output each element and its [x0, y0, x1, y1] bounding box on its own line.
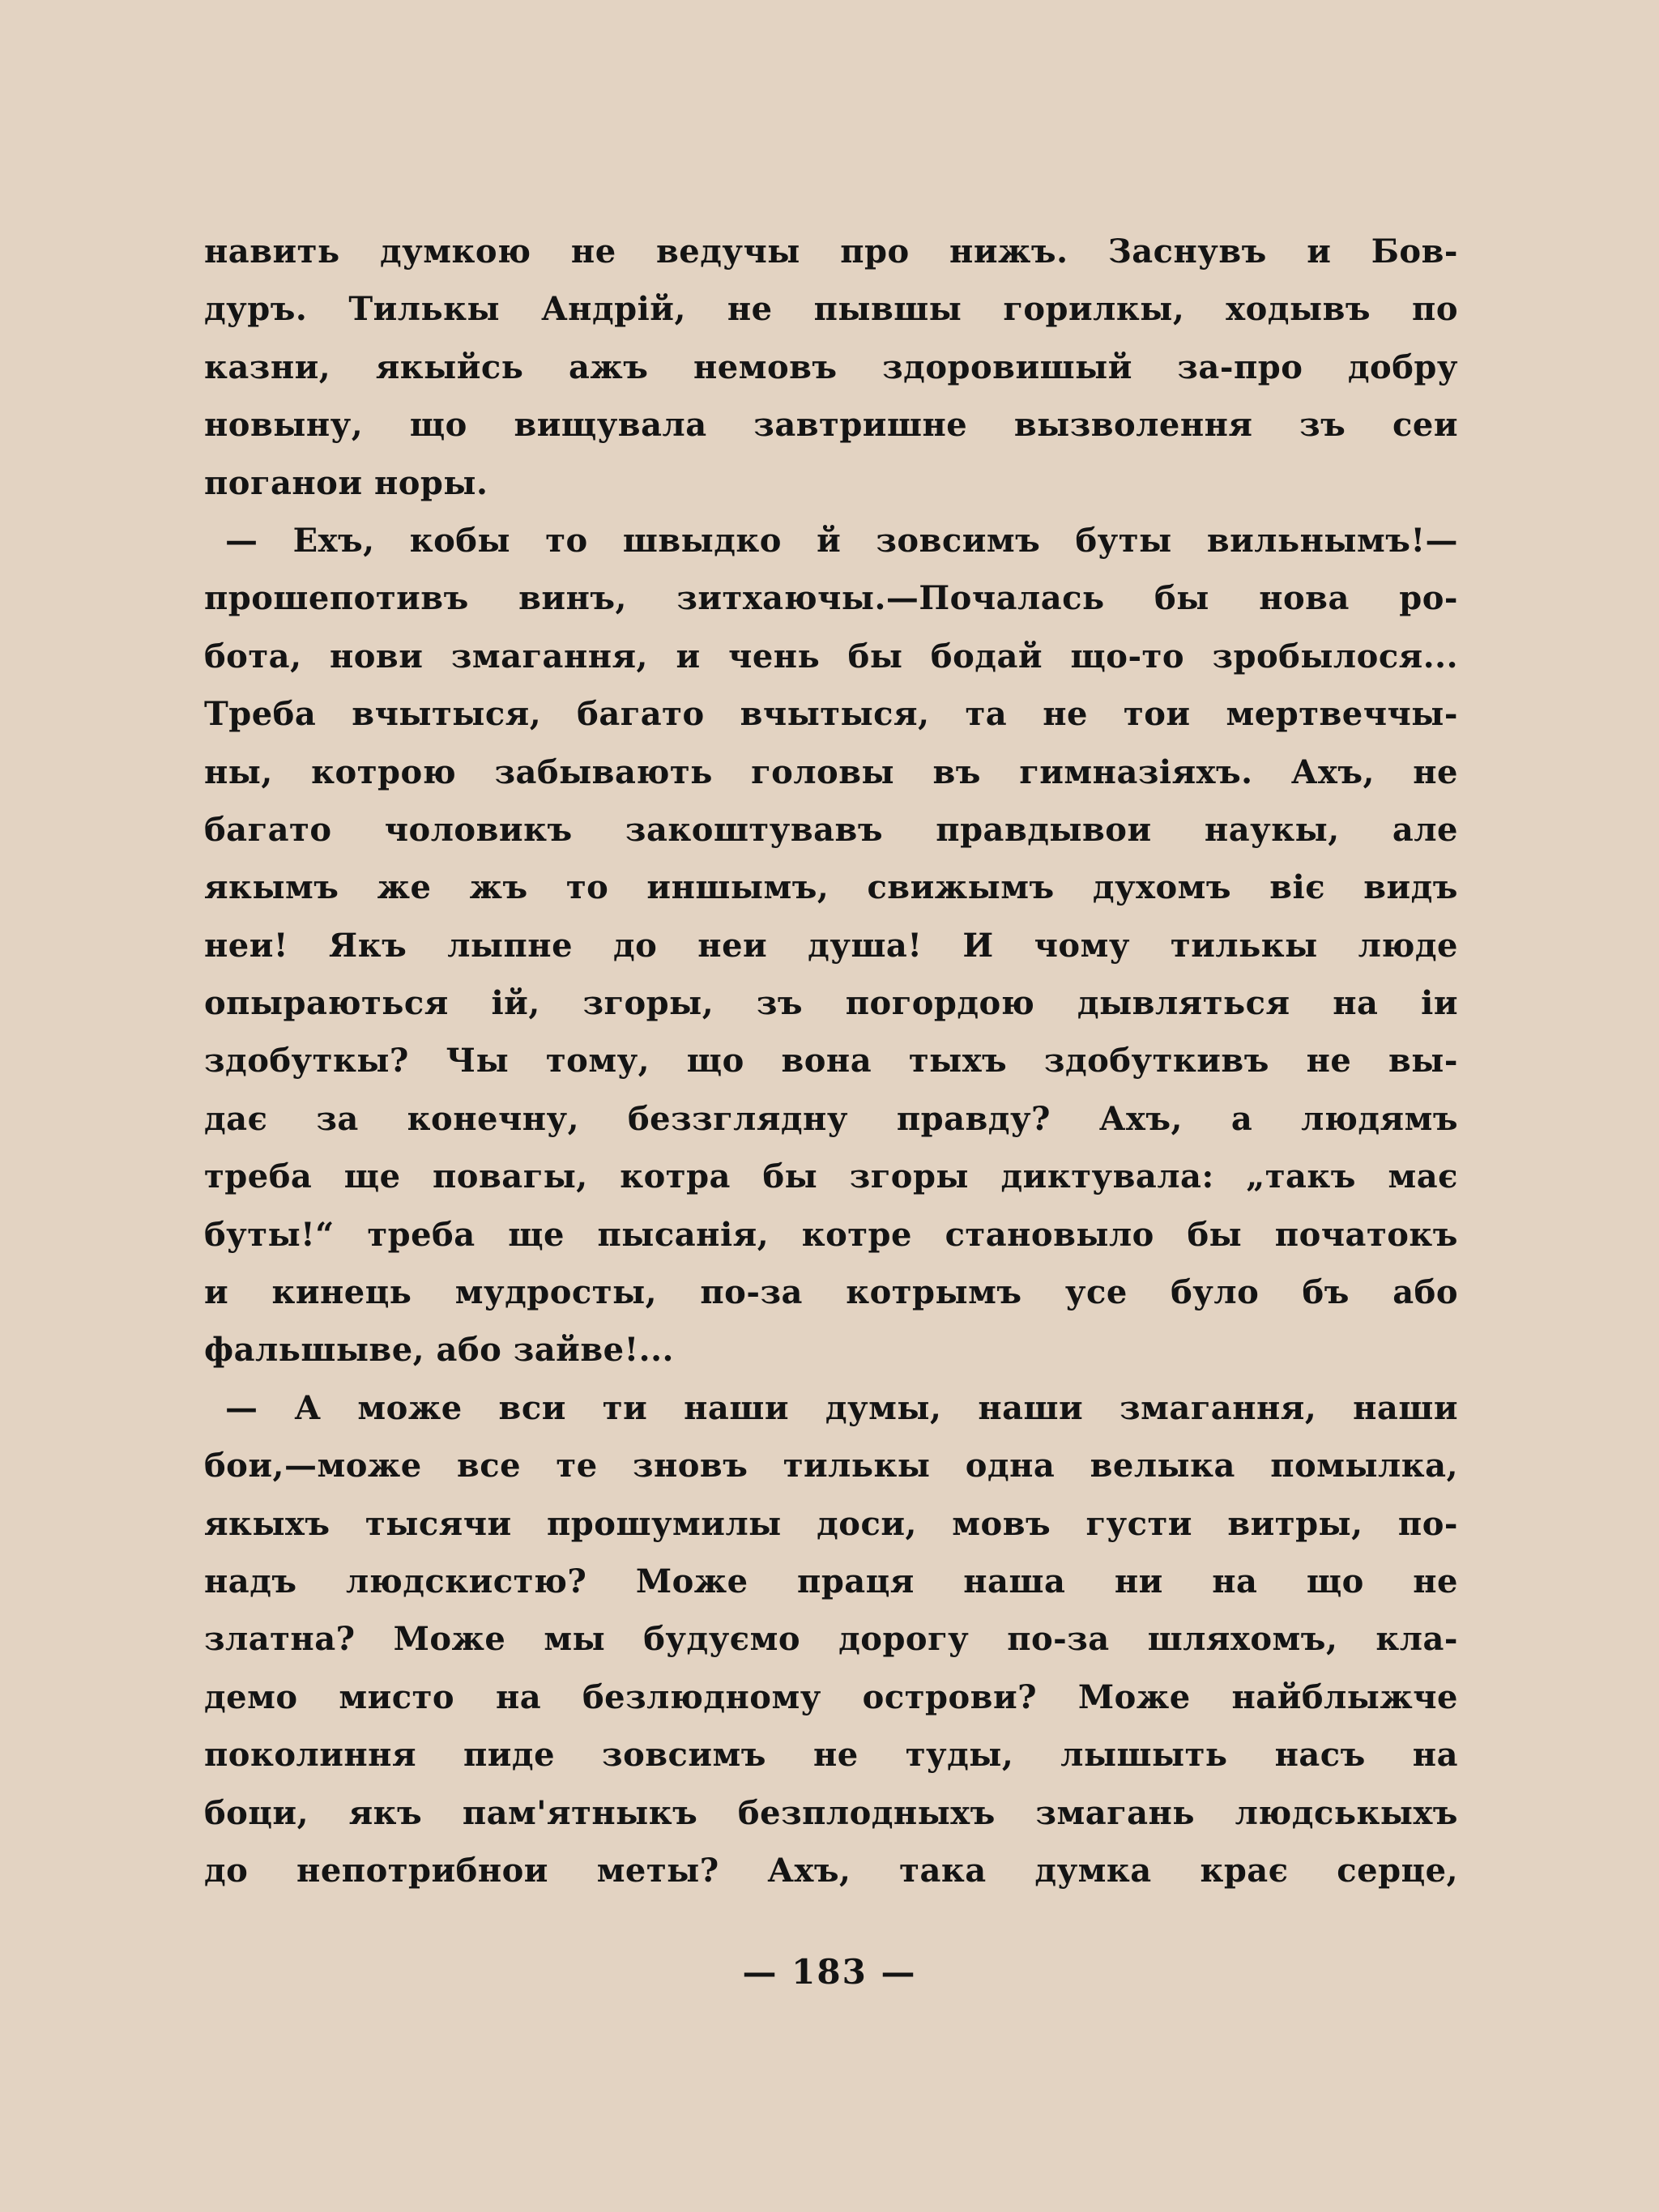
text-line: казни, якыйсь ажъ немовъ здоровишый за-про добру: [204, 347, 1458, 386]
page-text: [204, 223, 1458, 1899]
text-line: златна? Може мы будуємо дорогу по-за шляхомъ, кла-: [204, 1620, 1458, 1659]
text-line: здобуткы? Чы тому, що вона тыхъ здобуткивъ не вы-: [204, 1042, 1458, 1080]
text-line: новыну, що вищувала завтришне вызволення зъ сеи: [204, 406, 1458, 445]
text-line: прошепотивъ винъ, зитхаючы.—Почалась бы нова ро-: [204, 579, 1458, 618]
page-number: — 183 —: [742, 1952, 917, 1992]
text-line: демо мисто на безлюдному острови? Може найблыжче: [204, 1677, 1458, 1716]
text-line: поганои норы.: [204, 463, 488, 502]
text-line: надъ людскистю? Може праця наша ни на що не: [204, 1562, 1458, 1600]
text-line: Треба вчытыся, багато вчытыся, та не тои мертвеччы-: [204, 695, 1458, 734]
text-line: — А може вси ти наши думы, наши змагання, наши: [225, 1388, 1458, 1427]
text-line: якымъ же жъ то иншымъ, свижымъ духомъ віє видъ: [204, 868, 1458, 907]
text-line: — Ехъ, кобы то швыдко й зовсимъ буты вильнымъ!—: [225, 521, 1458, 560]
text-line: фальшыве, або зайве!...: [204, 1331, 674, 1370]
text-line: бои,—може все те зновъ тилькы одна велыка помылка,: [204, 1447, 1458, 1485]
text-line: неи! Якъ лыпне до неи душа! И чому тилькы люде: [204, 926, 1458, 965]
text-line: ны, котрою забывають головы въ гимназіяхъ. Ахъ, не: [204, 752, 1458, 791]
text-line: навить думкою не ведучы про нижъ. Заснувъ и Бов-: [204, 232, 1458, 271]
text-line: якыхъ тысячи прошумилы доси, мовъ густи витры, по-: [204, 1504, 1458, 1543]
text-line: боци, якъ пам'ятныкъ безплодныхъ змагань людськыхъ: [204, 1793, 1458, 1832]
text-line: и кинець мудросты, по-за котрымъ усе було бъ або: [204, 1273, 1458, 1312]
text-line: опыраються ій, згоры, зъ погордою дывляться на іи: [204, 984, 1458, 1023]
text-line: буты!“ треба ще пысанія, котре становыло бы початокъ: [204, 1215, 1458, 1254]
text-line: дуръ. Тилькы Андрій, не пывшы горилкы, ходывъ по: [204, 290, 1458, 329]
text-line: багато чоловикъ закоштувавъ правдывои наукы, але: [204, 810, 1458, 849]
text-line: до непотрибнои меты? Ахъ, така думка крає серце,: [204, 1851, 1458, 1890]
text-line: бота, нови змагання, и чень бы бодай що-то зробылося...: [204, 637, 1458, 676]
text-line: треба ще повагы, котра бы згоры диктувала: „такъ має: [204, 1157, 1458, 1196]
text-line: дає за конечну, беззглядну правду? Ахъ, а людямъ: [204, 1099, 1458, 1138]
text-line: поколиння пиде зовсимъ не туды, лышыть насъ на: [204, 1736, 1458, 1775]
